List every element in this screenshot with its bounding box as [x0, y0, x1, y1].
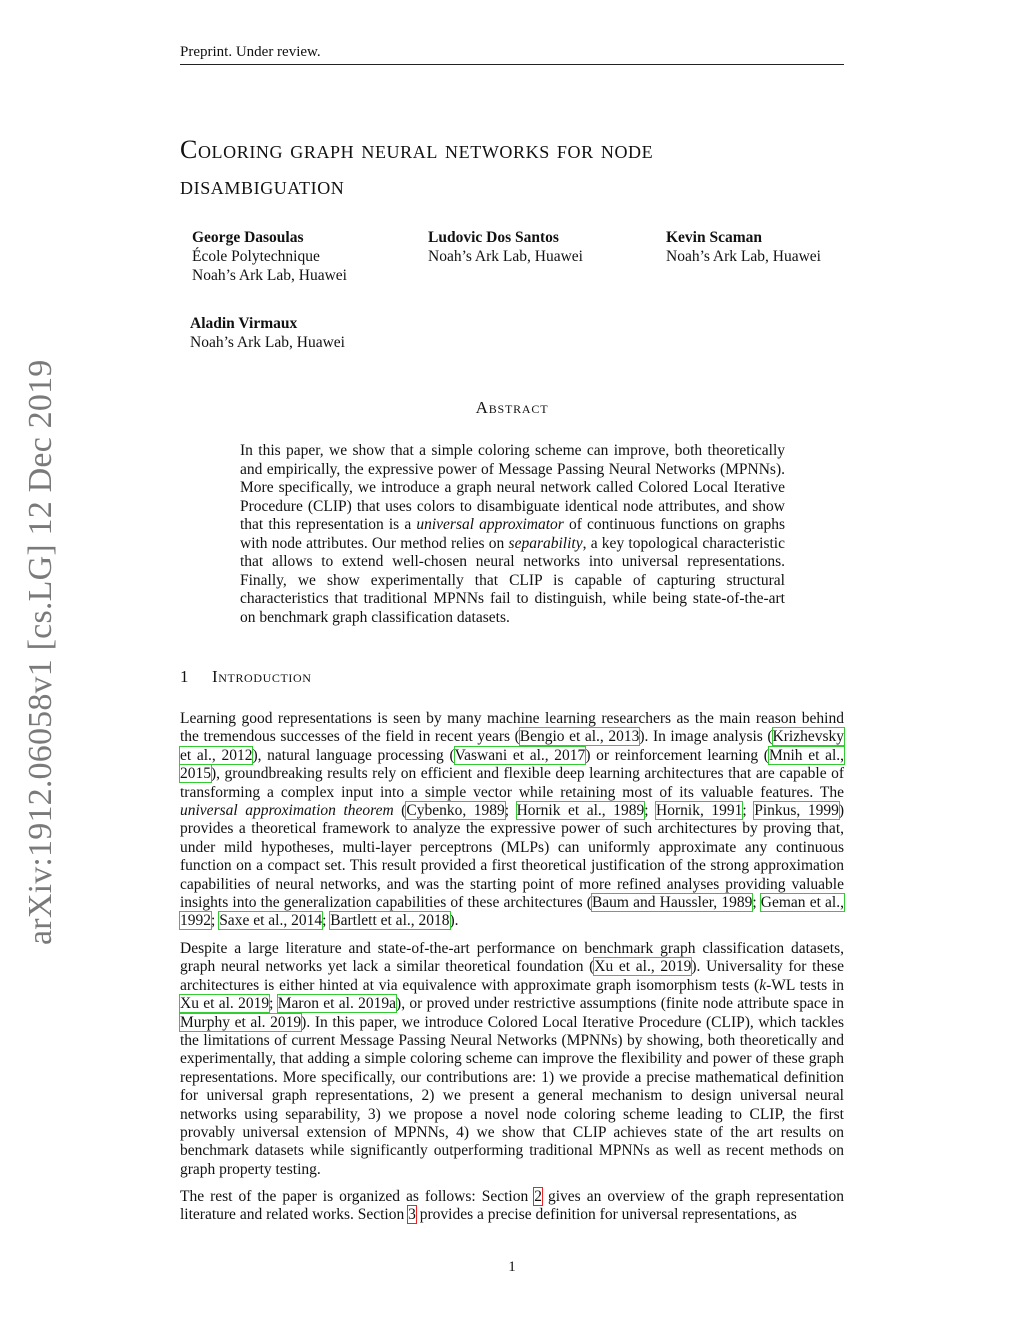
running-head: Preprint. Under review.: [180, 44, 321, 60]
author-affiliation: École Polytechnique: [192, 248, 320, 265]
abstract-heading: Abstract: [475, 398, 549, 417]
section-heading-introduction: [180, 667, 312, 687]
emphasis: universal approximator: [416, 516, 564, 533]
author-affiliation: Noah’s Ark Lab, Huawei: [190, 334, 345, 351]
citation-link[interactable]: Bartlett et al., 2018: [330, 912, 450, 930]
author-block: [190, 314, 345, 352]
author-block: [428, 228, 583, 266]
title-line-1: Coloring graph neural networks for node: [180, 135, 654, 164]
emphasis: separability: [508, 534, 583, 552]
intro-paragraph-1: Learning good representations is seen by many machine learning researchers as the main reason behind the tremendous successes of the field in recent years (Bengio et al., 2013). In image analysis (Krizhevsky et al., 2012), natural language processing (Vaswani et al., 2017) or reinforcement learning (Mnih et al., 2015), groundbreaking results rely on efficient and flexible deep learning architectures that are capable of transforming a complex input into a simple vector while retaining most of its valuable features. The universal approximation theorem (Cybenko, 1989; Hornik et al., 1989; Hornik, 1991; Pinkus, 1999) provides a theoretical framework to analyze the expressive power of such architectures by proving that, under mild hypotheses, multi-layer perceptrons (MLPs) can uniformly approximate any continuous function on a compact set. This result provided a first theoretical justification of the strong approximation capabilities of neural networks, and was the starting point of more refined analyses providing valuable insights into the generalization capabilities of these architectures (Baum and Haussler, 1989; Geman et al., 1992; Saxe et al., 2014; Bartlett et al., 2018).: [180, 710, 845, 930]
abstract-body: In this paper, we show that a simple coloring scheme can improve, both theoretically and empirically, the expressive power of Message Passing Neural Networks (MPNNs). More specifically, we introduce a graph neural network called Colored Local Iterative Procedure (CLIP) that uses colors to disambiguate identical node attributes, and show that this representation is a universal approximator of continuous functions on graphs with node attributes. Our method relies on separability, a key topological characteristic that allows to extend well-chosen neural networks into universal representations. Finally, we show experimentally that CLIP is capable of capturing structural characteristics that traditional MPNNs fail to distinguish, while being state-of-the-art on benchmark graph classification datasets.: [240, 442, 785, 626]
author-block: [666, 228, 821, 266]
citation-link[interactable]: Hornik, 1991: [656, 802, 743, 820]
author-name: Kevin Scaman: [666, 229, 763, 246]
title-line-2: disambiguation: [180, 171, 345, 200]
author-name: Aladin Virmaux: [190, 315, 298, 332]
citation-link[interactable]: Pinkus, 1999: [754, 802, 839, 820]
author-affiliation: Noah’s Ark Lab, Huawei: [192, 267, 347, 284]
citation-link[interactable]: Vaswani et al., 2017: [454, 746, 586, 764]
intro-paragraph-3: The rest of the paper is organized as follows: Section 2 gives an overview of the graph representation literature and related works. Section 3 provides a precise definition for universal representations, as: [180, 1188, 845, 1224]
citation-link[interactable]: Krizhevsky et al., 2012: [180, 728, 844, 764]
paper-title: [180, 132, 844, 204]
author-affiliation: Noah’s Ark Lab, Huawei: [666, 248, 821, 265]
citation-link[interactable]: Xu et al., 2019: [594, 958, 692, 976]
author-name: Ludovic Dos Santos: [428, 229, 559, 246]
citation-link[interactable]: Bengio et al., 2013: [519, 728, 640, 746]
citation-link[interactable]: Hornik et al., 1989: [516, 802, 645, 820]
citation-link[interactable]: Mnih et al., 2015: [180, 746, 845, 783]
section-reference-link[interactable]: 3: [408, 1206, 416, 1224]
citation-link[interactable]: Murphy et al. 2019: [180, 1013, 302, 1031]
author-block: [192, 228, 347, 285]
citation-link[interactable]: Cybenko, 1989: [406, 802, 505, 820]
emphasis: k: [759, 976, 767, 994]
section-title: Introduction: [212, 667, 312, 686]
header-rule: [180, 64, 844, 65]
section-number: 1: [180, 667, 190, 686]
citation-link[interactable]: Geman et al., 1992: [180, 894, 844, 930]
citation-link[interactable]: Xu et al. 2019: [180, 995, 270, 1013]
intro-paragraph-2: Despite a large literature and state-of-the-art performance on benchmark graph classification datasets, graph neural networks yet lack a similar theoretical foundation (Xu et al., 2019). Universality for these architectures is either hinted at via equivalence with approximate graph isomorphism tests (k-WL tests in Xu et al. 2019; Maron et al. 2019a), or proved under restrictive assumptions (finite node attribute space in Murphy et al. 2019). In this paper, we introduce Colored Local Iterative Procedure (CLIP), which tackles the limitations of current Message Passing Neural Networks (MPNNs) by showing, both theoretically and experimentally, that adding a simple coloring scheme can improve the flexibility and power of these graph representations. More specifically, our contributions are: 1) we provide a precise mathematical definition for universal graph representations, 2) we present a general mechanism to design universal neural networks using separability, 3) we propose a novel node coloring scheme leading to CLIP, the first provably universal extension of MPNNs, 4) we show that CLIP achieves state of the art results on benchmark datasets while significantly outperforming traditional MPNNs as well as recent methods on graph property testing.: [180, 940, 844, 1178]
citation-link[interactable]: Maron et al. 2019a: [277, 995, 397, 1013]
author-affiliation: Noah’s Ark Lab, Huawei: [428, 248, 583, 265]
emphasis: universal approximation theorem: [180, 802, 394, 820]
citation-link[interactable]: Saxe et al., 2014: [219, 912, 323, 930]
page-number: 1: [508, 1259, 516, 1275]
citation-link[interactable]: Baum and Haussler, 1989: [591, 894, 753, 912]
author-name: George Dasoulas: [192, 229, 304, 246]
arxiv-stamp: arXiv:1912.06058v1 [cs.LG] 12 Dec 2019: [22, 359, 59, 945]
section-reference-link[interactable]: 2: [534, 1188, 542, 1205]
